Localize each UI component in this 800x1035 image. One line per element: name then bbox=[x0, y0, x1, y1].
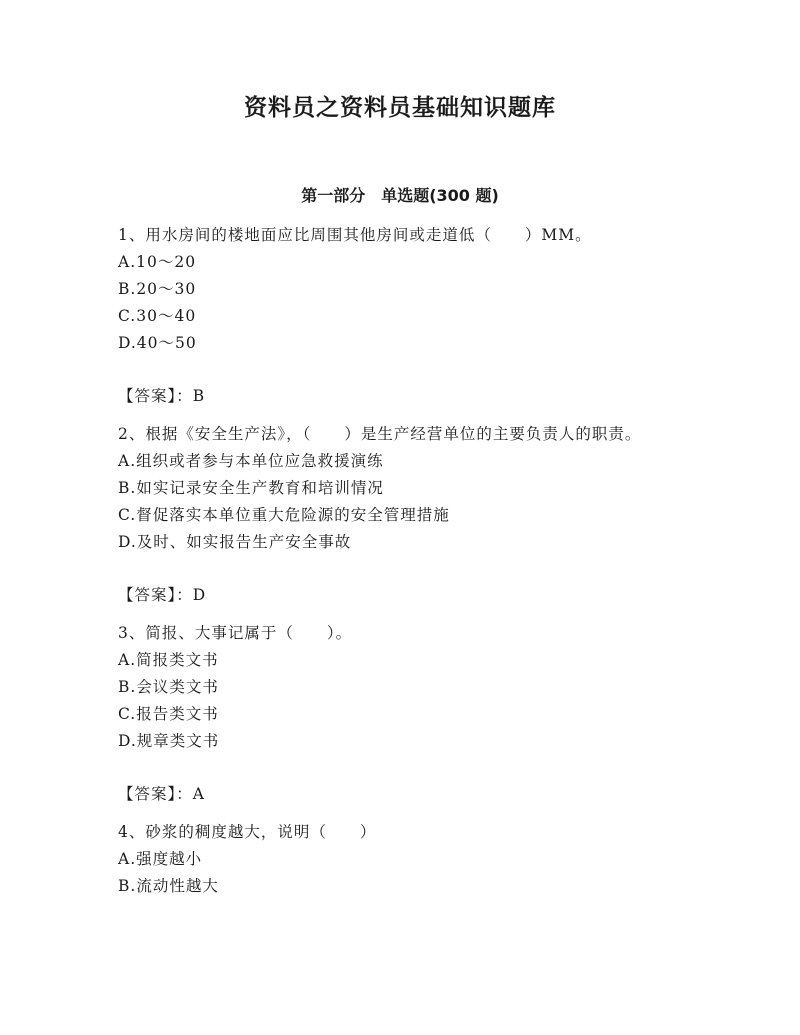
answer-label: 【答案】： bbox=[118, 586, 193, 604]
question-stem: 1、用水房间的楼地面应比周围其他房间或走道低（ ）MM。 bbox=[118, 226, 592, 244]
option-a: A.强度越小 bbox=[118, 850, 203, 868]
answer-value: D bbox=[192, 586, 207, 604]
option-b: B.流动性越大 bbox=[118, 877, 219, 895]
answer-line bbox=[118, 383, 678, 410]
page-title: 资料员之资料员基础知识题库 bbox=[244, 95, 556, 121]
question-3 bbox=[118, 620, 678, 808]
option-d: D.规章类文书 bbox=[118, 732, 220, 750]
question-2 bbox=[118, 421, 678, 609]
answer-line bbox=[118, 582, 678, 609]
question-stem: 4、砂浆的稠度越大，说明（ ） bbox=[118, 823, 377, 841]
option-b: B.如实记录安全生产教育和培训情况 bbox=[118, 479, 384, 497]
option-b: B.20～30 bbox=[118, 280, 197, 298]
option-a: A.简报类文书 bbox=[118, 651, 219, 669]
answer-value: B bbox=[192, 387, 206, 405]
answer-value: A bbox=[192, 785, 205, 803]
question-4 bbox=[118, 819, 678, 900]
option-c: C.督促落实本单位重大危险源的安全管理措施 bbox=[118, 506, 450, 524]
option-a: A.组织或者参与本单位应急救援演练 bbox=[118, 452, 384, 470]
answer-label: 【答案】： bbox=[118, 387, 193, 405]
option-d: D.及时、如实报告生产安全事故 bbox=[118, 533, 352, 551]
option-c: C.30～40 bbox=[118, 307, 197, 325]
answer-line bbox=[118, 781, 678, 808]
question-list bbox=[118, 222, 678, 900]
option-a: A.10～20 bbox=[118, 253, 197, 271]
option-c: C.报告类文书 bbox=[118, 705, 219, 723]
section-title: 第一部分 单选题(300 题) bbox=[301, 186, 499, 205]
option-b: B.会议类文书 bbox=[118, 678, 219, 696]
question-stem: 2、根据《安全生产法》，（ ）是生产经营单位的主要负责人的职责。 bbox=[118, 425, 642, 443]
question-1 bbox=[118, 222, 678, 410]
question-stem: 3、简报、大事记属于（ ）。 bbox=[118, 624, 353, 642]
answer-label: 【答案】： bbox=[118, 785, 193, 803]
option-d: D.40～50 bbox=[118, 334, 197, 352]
